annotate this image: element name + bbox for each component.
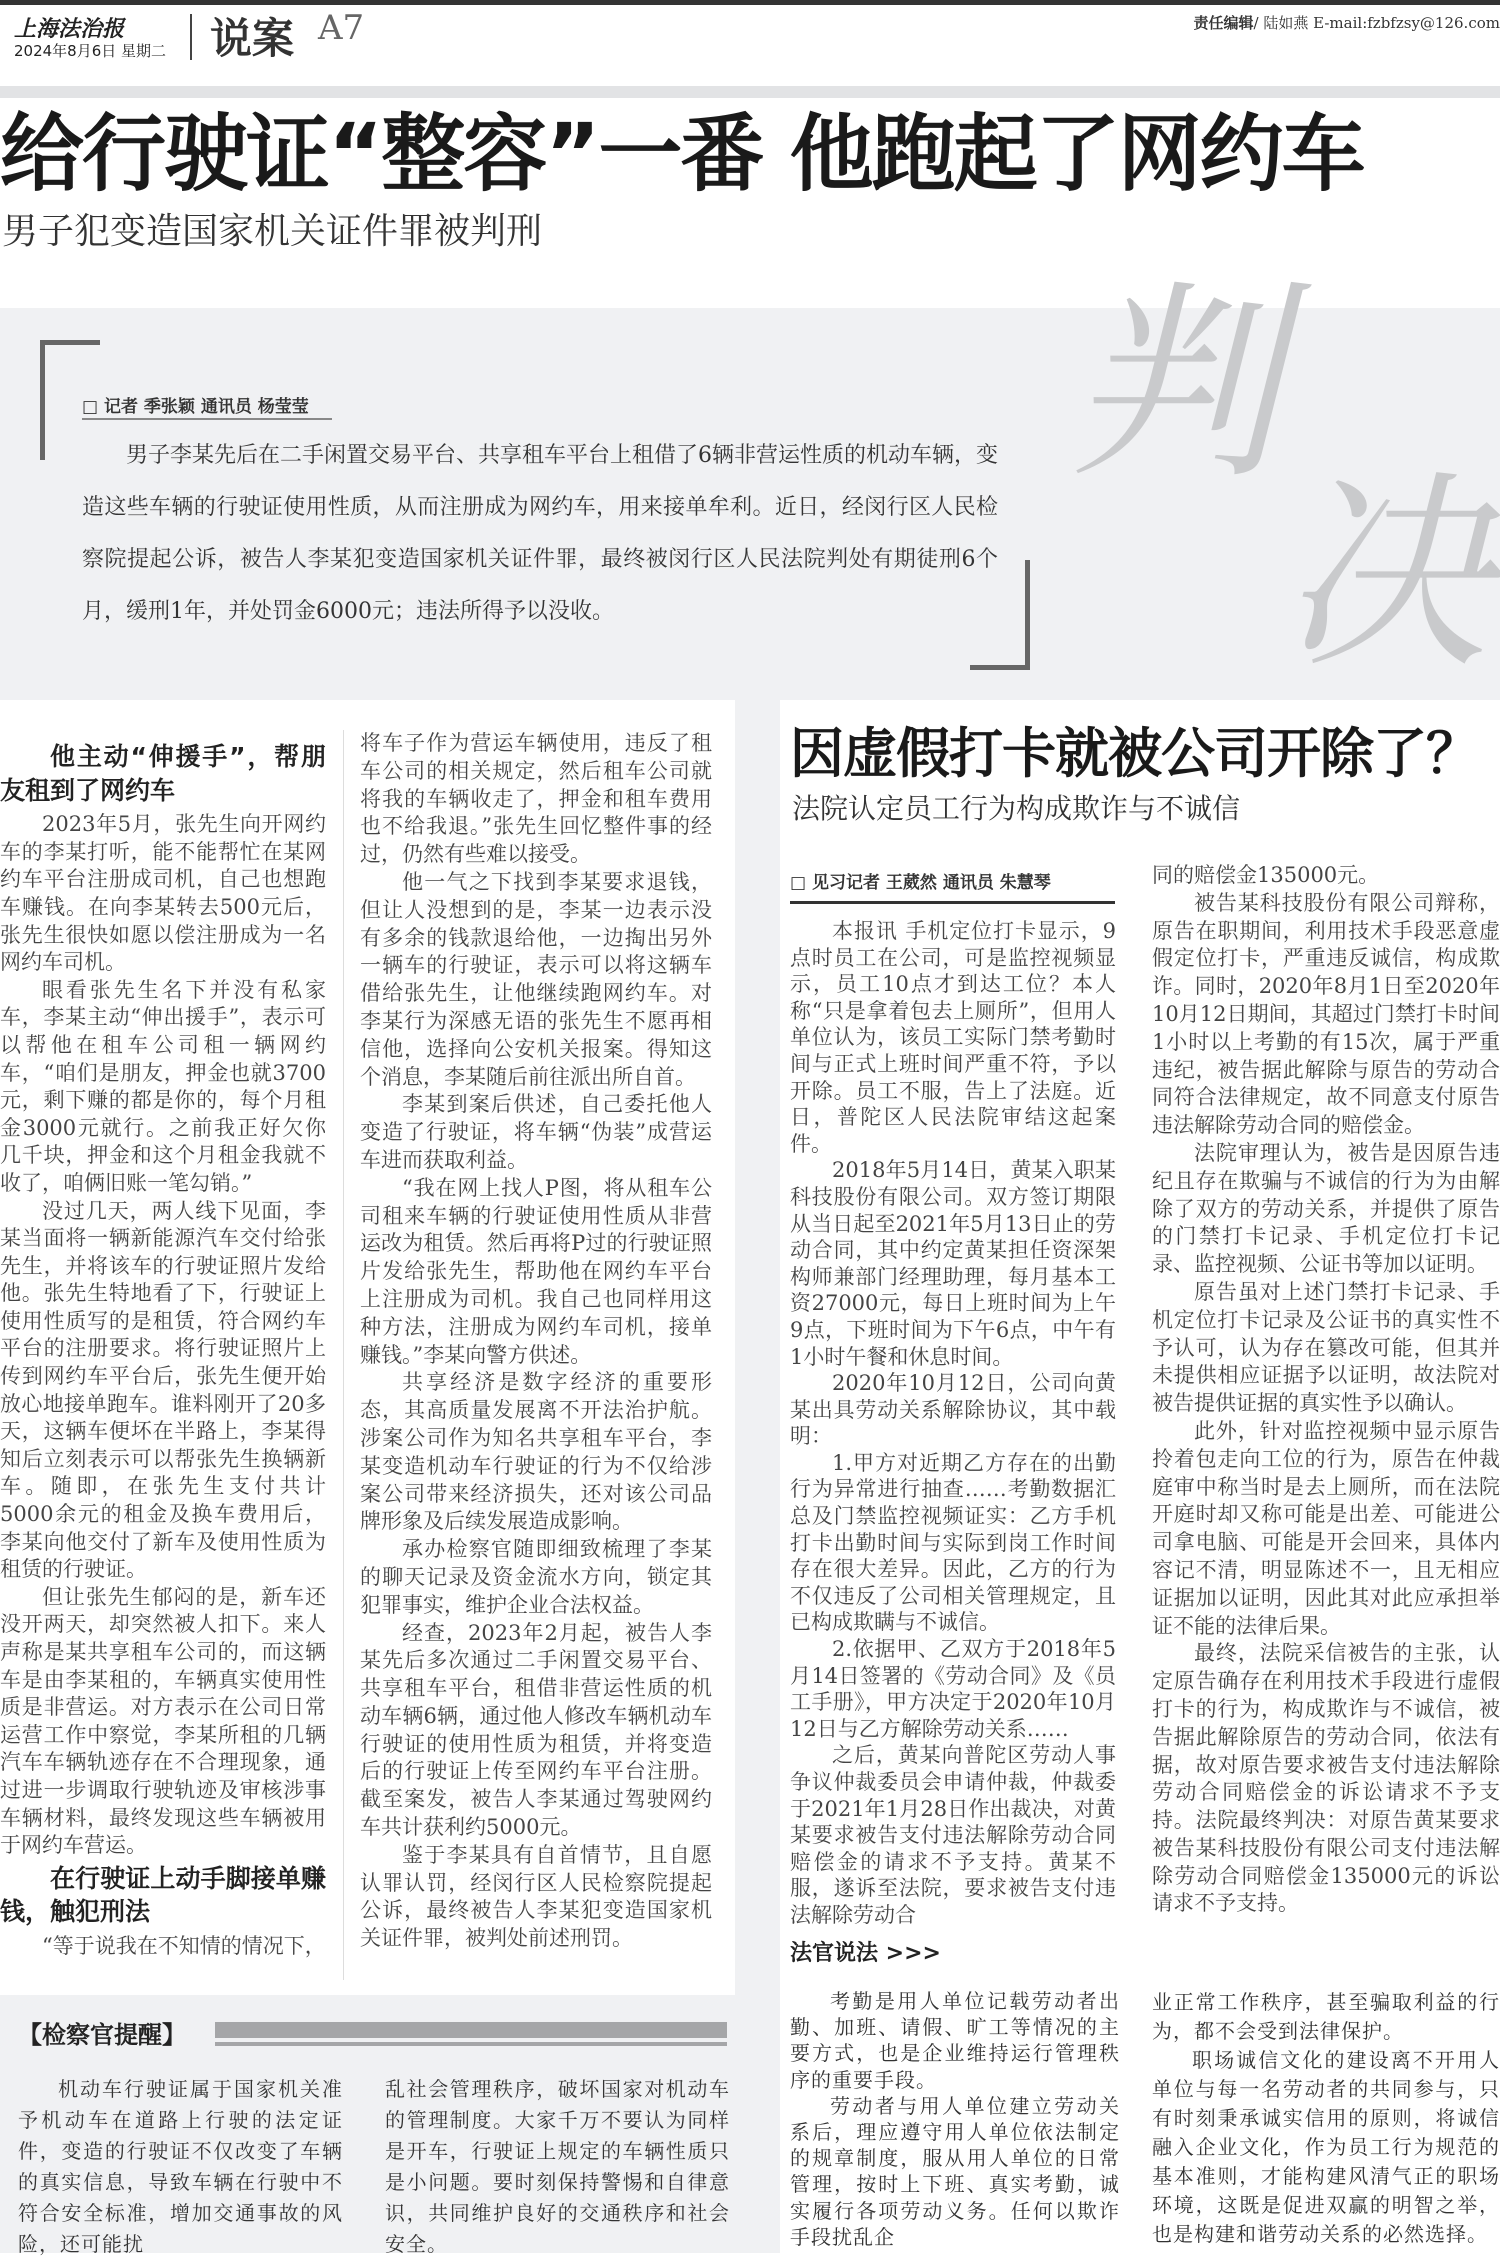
title-bar	[215, 2042, 727, 2046]
paragraph: 将车子作为营运车辆使用，违反了租车公司的相关规定，然后租车公司就将我的车辆收走了，押金和租车费用也不给我退。”张先生回忆整件事的经过，仍然有些难以接受。	[360, 731, 712, 867]
paragraph: 原告虽对上述门禁打卡记录、手机定位打卡记录及公证书的真实性不予认可，认为存在篡改可能，但其并未提供相应证据予以证明，故法院对被告提供证据的真实性予以确认。	[1152, 1279, 1500, 1416]
article-column-4	[1152, 862, 1500, 1918]
paragraph: 没过几天，两人线下见面，李某当面将一辆新能源汽车交付给张先生，并将该车的行驶证照片发给他。张先生特地看了下，行驶证上使用性质写的是租赁，符合网约车平台的注册要求。将行驶证照片上传到网约车平台后，张先生便开始放心地接单跑车。谁料刚开了20多天，这辆车便坏在半路上，李某得知后立刻表示可以帮张先生换辆新车。随即，在张先生支付共计5000余元的租金及换车费用后，李某向他交付了新车及使用性质为租赁的行驶证。	[0, 1198, 326, 1582]
byline-rule	[82, 418, 332, 420]
paragraph: “等于说我在不知情的情况下，	[42, 1933, 326, 1958]
judge-column-1	[790, 1988, 1120, 2250]
paragraph: 职场诚信文化的建设离不开用人单位与每一名劳动者的共同参与，只有时刻秉承诚实信用的原则，将诚信融入企业文化，作为员工行为规范的基本准则，才能构建风清气正的职场环境，这既是促进双赢的明智之举，也是构建和谐劳动关系的必然选择。	[1152, 2048, 1500, 2246]
editor-info: / 陆如燕 E-mail:fzbfzsy@126.com	[1253, 14, 1500, 32]
paragraph: 本报讯 手机定位打卡显示，9点时员工在公司，可是监控视频显示，员工10点才到达工位？本人称“只是拿着包去上厕所”，但用人单位认为，该员工实际门禁考勤时间与正式上班时间严重不符，予以开除。员工不服，告上了法庭。近日，普陀区人民法院审结这起案件。	[790, 919, 1116, 1156]
prosecutor-box-title: 【检察官提醒】	[18, 2021, 186, 2049]
paragraph: 机动车行驶证属于国家机关准予机动车在道路上行驶的法定证件，变造的行驶证不仅改变了车辆的真实信息，导致车辆在行驶中不符合安全标准，增加交通事故的风险，还可能扰	[18, 2077, 343, 2256]
section-name: 说案	[210, 14, 295, 63]
lead-byline: □ 记者 季张颖 通讯员 杨莹莹	[82, 397, 309, 417]
paragraph: “我在网上找人P图，将从租车公司租来车辆的行驶证使用性质从非营运改为租赁。然后再将P过的行驶证照片发给张先生，帮助他在网约车平台上注册成为司机。我自己也同样用这种方法，注册成为网约车司机，接单赚钱。”李某向警方供述。	[360, 1175, 712, 1367]
paragraph: 他一气之下找到李某要求退钱，但让人没想到的是，李某一边表示没有多余的钱款退给他，一边掏出另外一辆车的行驶证，表示可以将这辆车借给张先生，让他继续跑网约车。对李某行为深感无语的张先生不愿再相信他，选择向公安机关报案。得知这个消息，李某随后前往派出所自首。	[360, 869, 712, 1089]
paragraph: 鉴于李某具有自首情节，且自愿认罪认罚，经闵行区人民检察院提起公诉，最终被告人李某犯变造国家机关证件罪，被判处前述刑罚。	[360, 1842, 712, 1951]
title-bar	[215, 2022, 727, 2038]
paragraph: 考勤是用人单位记载劳动者出勤、加班、请假、旷工等情况的主要方式，也是企业维持运行管理秩序的重要手段。	[790, 1989, 1120, 2092]
newspaper-logo: 上海法治报	[14, 16, 125, 42]
prosecutor-text-1	[18, 2074, 343, 2260]
paragraph: 2.依据甲、乙双方于2018年5月14日签署的《劳动合同》及《员工手册》，甲方决定于2020年10月12日与乙方解除劳动关系……	[790, 1637, 1116, 1741]
top-rule	[0, 0, 1500, 5]
paragraph: 之后，黄某向普陀区劳动人事争议仲裁委员会申请仲裁，仲裁委于2021年1月28日作出裁决，对黄某要求被告支付违法解除劳动合同赔偿金的请求不予支持。黄某不服，遂诉至法院，要求被告支付违法解除劳动合	[790, 1743, 1116, 1927]
article-column-2	[360, 730, 712, 1953]
article-column-1	[0, 738, 326, 1961]
second-headline: 因虚假打卡就被公司开除了？	[790, 722, 1479, 785]
header-divider	[190, 14, 192, 60]
second-subtitle: 法院认定员工行为构成欺诈与不诚信	[792, 792, 1241, 825]
paragraph: 眼看张先生名下并没有私家车，李某主动“伸出援手”，表示可以帮他在租车公司租一辆网约车，“咱们是朋友，押金也就3700元，剩下赚的都是你的，每个月租金3000元就行。之前我正好欠你几千块，押金和这个月租金我就不收了，咱俩旧账一笔勾销。”	[0, 977, 326, 1195]
header-band	[0, 86, 1500, 98]
page-number: A7	[318, 8, 365, 48]
issue-date: 2024年8月6日 星期二	[14, 42, 167, 60]
paragraph: 最终，法院采信被告的主张，认定原告确存在利用技术手段进行虚假打卡的行为，构成欺诈与不诚信，被告据此解除原告的劳动合同，依法有据，故对原告要求被告支付违法解除劳动合同赔偿金的诉讼请求不予支持。法院最终判决：对原告黄某要求被告某科技股份有限公司支付违法解除劳动合同赔偿金135000元的诉讼请求不予支持。	[1152, 1641, 1500, 1916]
column-divider	[343, 730, 344, 1980]
paragraph: 此外，针对监控视频中显示原告拎着包走向工位的行为，原告在仲裁庭审中称当时是去上厕所，而在法院开庭时却又称可能是出差、可能进公司拿电脑、可能是开会回来，具体内容记不清，明显陈述不一，且无相应证据加以证明，因此其对此应承担举证不能的法律后果。	[1152, 1418, 1500, 1638]
main-subtitle: 男子犯变造国家机关证件罪被判刑	[2, 211, 543, 252]
main-headline: 给行驶证“整容”一番 他跑起了网约车	[0, 105, 1364, 203]
paragraph: 被告某科技股份有限公司辩称，原告在职期间，利用技术手段恶意虚假定位打卡，严重违反诚信，构成欺诈。同时，2020年8月1日至2020年10月12日期间，其超过门禁打卡时间1小时以上考勤的有15次，属于严重违纪，被告据此解除与原告的劳动合同符合法律规定，故不同意支付原告违法解除劳动合同的赔偿金。	[1152, 890, 1500, 1138]
paragraph: 劳动者与用人单位建立劳动关系后，理应遵守用人单位依法制定的规章制度，服从用人单位的日常管理，按时上下班、真实考勤，诚实履行各项劳动义务。任何以欺诈手段扰乱企	[790, 2093, 1120, 2249]
editor-credit	[1194, 12, 1500, 33]
prosecutor-text-2	[385, 2074, 730, 2260]
judge-section-title: 法官说法 >>>	[790, 1941, 941, 1966]
subheading: 在行驶证上动手脚接单赚钱，触犯刑法	[0, 1863, 326, 1927]
editor-label: 责任编辑	[1193, 14, 1254, 32]
paragraph: 乱社会管理秩序，破坏国家对机动车的管理制度。大家千万不要认为同样是开车，行驶证上规定的车辆性质只是小问题。要时刻保持警惕和自律意识，共同维护良好的交通秩序和社会安全。	[385, 2077, 730, 2256]
subheading: 他主动“伸援手”，帮朋友租到了网约车	[0, 742, 326, 805]
paragraph: 法院审理认为，被告是因原告违纪且存在欺骗与不诚信的行为为由解除了双方的劳动关系，并提供了原告的门禁打卡记录、手机定位打卡记录、监控视频、公证书等加以证明。	[1152, 1140, 1500, 1277]
judge-column-2	[1152, 1988, 1500, 2249]
calligraphy-char: 判	[1070, 262, 1281, 507]
gutter	[735, 700, 780, 2253]
paragraph: 1.甲方对近期乙方存在的出勤行为异常进行抽查……考勤数据汇总及门禁监控视频证实：乙方手机打卡出勤时间与实际到岗工作时间存在很大差异。因此，乙方的行为不仅违反了公司相关管理规定，且已构成欺瞒与不诚信。	[790, 1450, 1116, 1635]
paragraph: 2023年5月，张先生向开网约车的李某打听，能不能帮忙在某网约车平台注册成司机，自己也想跑车赚钱。在向李某转去500元后，张先生很快如愿以偿注册成为一名网约车司机。	[0, 812, 326, 975]
calligraphy-char: 决	[1280, 452, 1491, 697]
lead-paragraph: 男子李某先后在二手闲置交易平台、共享租车平台上租借了6辆非营运性质的机动车辆，变造这些车辆的行驶证使用性质，从而注册成为网约车，用来接单牟利。近日，经闵行区人民检察院提起公诉，被告人李某犯变造国家机关证件罪，最终被闵行区人民法院判处有期徒刑6个月，缓刑1年，并处罚金6000元；违法所得予以没收。	[82, 443, 998, 624]
paragraph: 2020年10月12日，公司向黄某出具劳动关系解除协议，其中载明：	[790, 1371, 1116, 1449]
paragraph: 李某到案后供述，自己委托他人变造了行驶证，将车辆“伪装”成营运车进而获取利益。	[360, 1092, 712, 1172]
paragraph: 同的赔偿金135000元。	[1152, 863, 1380, 887]
paragraph: 经查，2023年2月起，被告人李某先后多次通过二手闲置交易平台、共享租车平台，租借非营运性质的机动车辆6辆，通过他人修改车辆机动车行驶证的使用性质为租赁，并将变造后的行驶证上传至网约车平台注册。截至案发，被告人李某通过驾驶网约车共计获利约5000元。	[360, 1620, 712, 1840]
paragraph: 承办检察官随即细致梳理了李某的聊天记录及资金流水方向，锁定其犯罪事实，维护企业合法权益。	[360, 1537, 712, 1617]
second-byline: □ 见习记者 王葳然 通讯员 朱慧琴	[790, 868, 1115, 904]
paragraph: 业正常工作秩序，甚至骗取利益的行为，都不会受到法律保护。	[1152, 1990, 1500, 2043]
article-column-3	[790, 918, 1116, 1929]
paragraph: 共享经济是数字经济的重要形态，其高质量发展离不开法治护航。涉案公司作为知名共享租车平台，李某变造机动车行驶证的行为不仅给涉案公司带来经济损失，还对该公司品牌形象及后续发展造成影响。	[360, 1370, 712, 1534]
paragraph: 2018年5月14日，黄某入职某科技股份有限公司。双方签订期限从当日起至2021年5月13日止的劳动合同，其中约定黄某担任资深架构师兼部门经理助理，每月基本工资27000元，每日上班时间为上午9点，下班时间为下午6点，中午有1小时午餐和休息时间。	[790, 1158, 1116, 1369]
paragraph: 但让张先生郁闷的是，新车还没开两天，却突然被人扣下。来人声称是某共享租车公司的，而这辆车是由李某租的，车辆真实使用性质是非营运。对方表示在公司日常运营工作中察觉，李某所租的几辆汽车车辆轨迹存在不合理现象，通过进一步调取行驶轨迹及审核涉事车辆材料，最终发现这些车辆被用于网约车营运。	[0, 1584, 326, 1858]
